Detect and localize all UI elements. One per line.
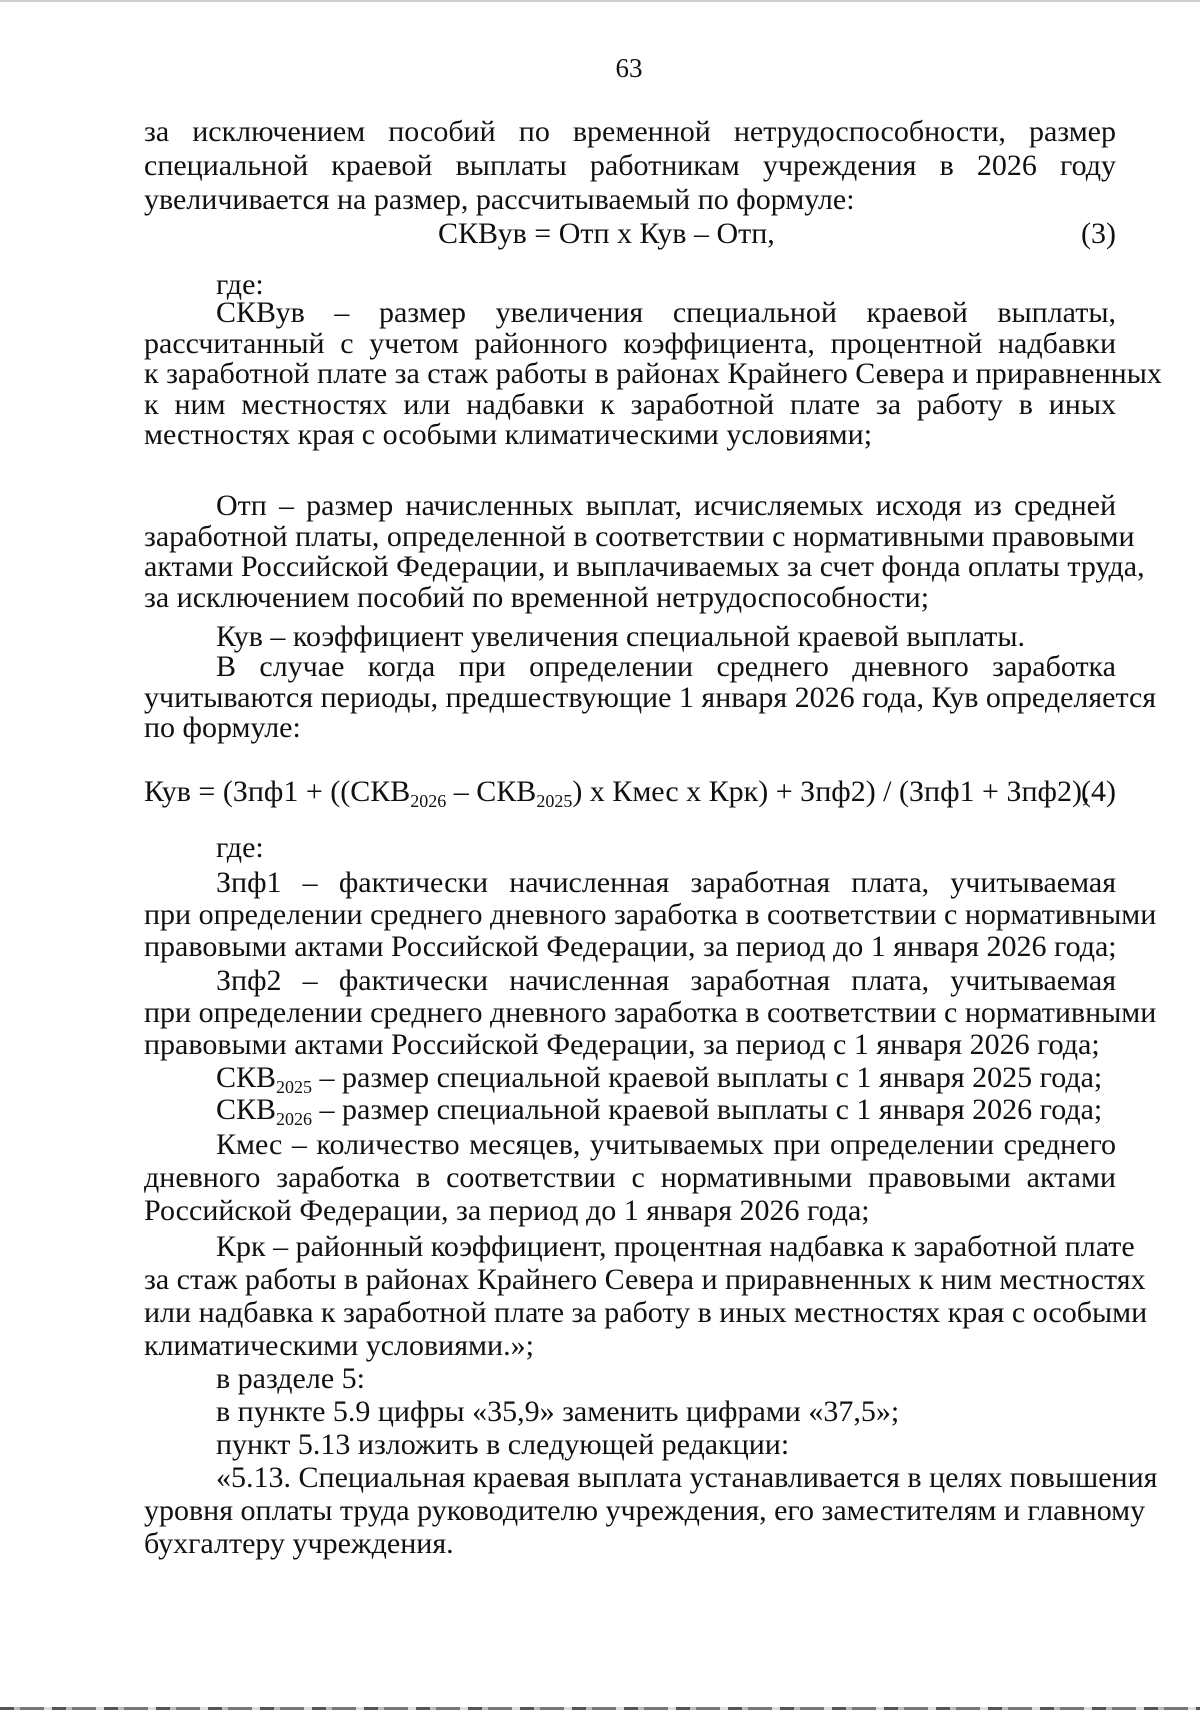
text-line: к ним местностях или надбавки к заработной плате за работу в иных	[144, 388, 1116, 421]
amendment-item-5-9: в пункте 5.9 цифры «35,9» заменить цифрами «37,5»;	[216, 1395, 900, 1428]
definition-skv2025	[216, 1061, 1116, 1095]
term-definition: – размер специальной краевой выплаты с 1 января 2025 года;	[312, 1061, 1103, 1094]
term: СКВ	[216, 1093, 277, 1126]
text-line: правовыми актами Российской Федерации, за период до 1 января 2026 года;	[144, 930, 1117, 963]
text-line: дневного заработка в соответствии с нормативными правовыми актами	[144, 1161, 1116, 1194]
text-line: правовыми актами Российской Федерации, за период с 1 января 2026 года;	[144, 1028, 1100, 1061]
formula-text	[144, 775, 1089, 809]
text-line: рассчитанный с учетом районного коэффициента, процентной надбавки	[144, 327, 1116, 360]
text-line: Зпф2 – фактически начисленная заработная плата, учитываемая	[216, 964, 1116, 997]
text-line: по формуле:	[144, 711, 301, 744]
text-line: увеличивается на размер, рассчитываемый по формуле:	[144, 183, 855, 216]
formula-subscript: 2025	[536, 791, 573, 811]
text-line: при определении среднего дневного заработка в соответствии с нормативными	[144, 898, 1157, 931]
text-line: местностях края с особыми климатическими условиями;	[144, 418, 873, 451]
top-edge-line	[0, 0, 1200, 2]
where-label: где:	[216, 831, 264, 864]
term: СКВ	[216, 1061, 277, 1094]
term-definition: – размер специальной краевой выплаты с 1 января 2026 года;	[312, 1093, 1103, 1126]
formula-part: – СКВ	[446, 775, 537, 808]
page-number: 63	[615, 53, 643, 83]
formula-number: (4)	[1081, 775, 1116, 808]
text-line: при определении среднего дневного заработка в соответствии с нормативными	[144, 996, 1157, 1029]
term-subscript: 2025	[276, 1077, 313, 1097]
formula-text: СКВув = Отп х Кув – Отп,	[438, 217, 775, 250]
text-line: Кмес – количество месяцев, учитываемых при определении среднего	[216, 1128, 1116, 1161]
term-subscript: 2026	[276, 1109, 313, 1129]
text-line: или надбавка к заработной плате за работу в иных местностях края с особыми	[144, 1296, 1148, 1329]
text-line: учитываются периоды, предшествующие 1 января 2026 года, Кув определяется	[144, 681, 1157, 714]
text-line: за стаж работы в районах Крайнего Севера и приравненных к ним местностях	[144, 1263, 1146, 1296]
formula-part: ) х Кмес х Крк) + Зпф2) / (Зпф1 + Зпф2),	[572, 775, 1090, 808]
text-line: заработной платы, определенной в соответствии с нормативными правовыми	[144, 520, 1135, 553]
text-line: за исключением пособий по временной нетрудоспособности, размер	[144, 115, 1116, 148]
definition-skv2026	[216, 1093, 1116, 1127]
text-line: актами Российской Федерации, и выплачиваемых за счет фонда оплаты труда,	[144, 550, 1145, 583]
text-line: к заработной плате за стаж работы в районах Крайнего Севера и приравненных	[144, 357, 1162, 390]
text-line: специальной краевой выплаты работникам учреждения в 2026 году	[144, 149, 1116, 182]
text-line: уровня оплаты труда руководителю учреждения, его заместителям и главному	[144, 1494, 1146, 1527]
text-line: Российской Федерации, за период до 1 января 2026 года;	[144, 1194, 870, 1227]
formula-part: Кув = (Зпф1 + ((СКВ	[144, 775, 411, 808]
definition-kuv: Кув – коэффициент увеличения специальной краевой выплаты.	[216, 620, 1026, 653]
formula-subscript: 2026	[410, 791, 447, 811]
amendment-section: в разделе 5:	[216, 1362, 365, 1395]
bottom-edge-line	[0, 1707, 1200, 1710]
text-line: В случае когда при определении среднего дневного заработка	[216, 650, 1116, 683]
formula-number: (3)	[1081, 217, 1116, 250]
text-line: за исключением пособий по временной нетрудоспособности;	[144, 581, 930, 614]
text-line: Зпф1 – фактически начисленная заработная плата, учитываемая	[216, 866, 1116, 899]
text-line: бухгалтеру учреждения.	[144, 1527, 454, 1560]
text-line: климатическими условиями.»;	[144, 1329, 534, 1362]
text-line: «5.13. Специальная краевая выплата устанавливается в целях повышения	[216, 1461, 1158, 1494]
amendment-item-5-13: пункт 5.13 изложить в следующей редакции:	[216, 1428, 790, 1461]
where-label: где:	[216, 268, 264, 301]
text-line: СКВув – размер увеличения специальной краевой выплаты,	[216, 296, 1116, 329]
text-line: Отп – размер начисленных выплат, исчисляемых исходя из средней	[216, 489, 1116, 522]
text-line: Крк – районный коэффициент, процентная надбавка к заработной плате	[216, 1230, 1135, 1263]
